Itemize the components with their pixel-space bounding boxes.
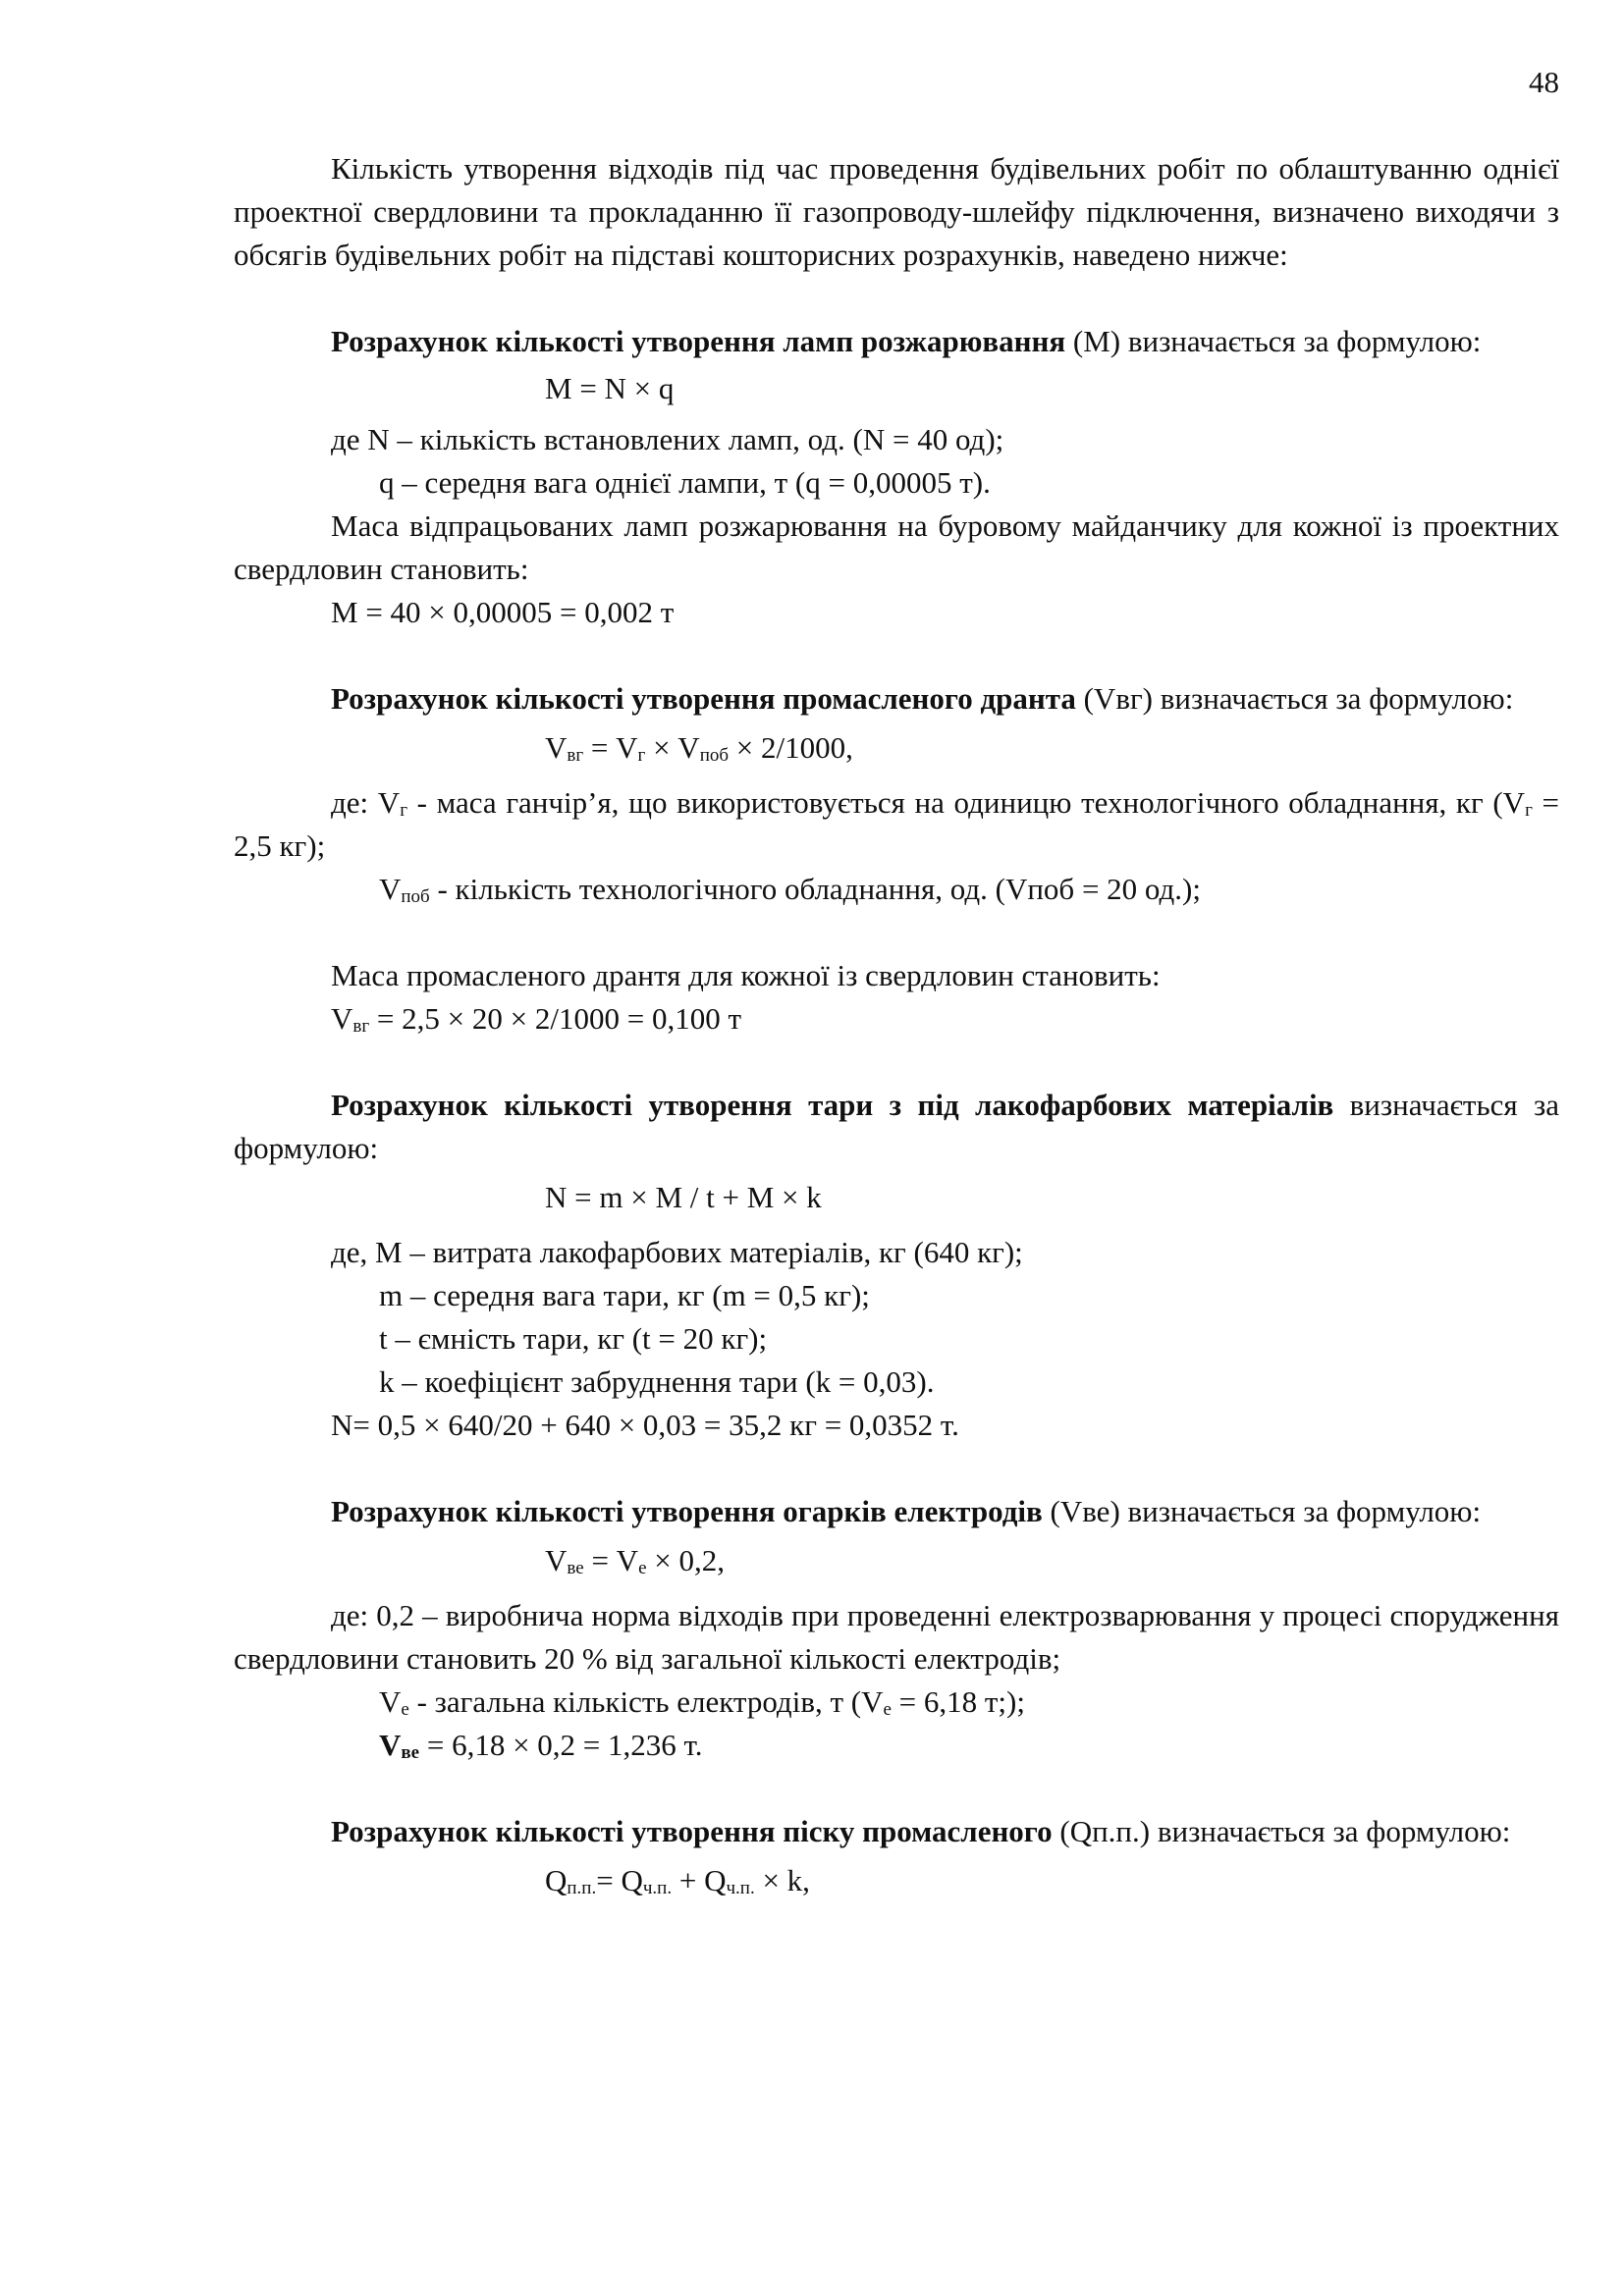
lamps-mass-text: Маса відпрацьованих ламп розжарювання на буровому майданчику для кожної із проектних свердловин становить: [234, 508, 1559, 586]
tara-def-m-total: де, М – витрата лакофарбових матеріалів, кг (640 кг); [331, 1235, 1023, 1269]
electrodes-def-norm: де: 0,2 – виробнича норма відходів при проведенні електрозварювання у процесі спорудження свердловини становить 20 % від загальної кількості електродів; [234, 1598, 1559, 1676]
electrodes-heading-paragraph [234, 1490, 1559, 1533]
lamps-heading-tail: (М) визначається за формулою: [1065, 324, 1482, 358]
tara-def-m: m – середня вага тари, кг (m = 0,5 кг); [379, 1278, 870, 1312]
rags-result: $V_{вг} = 2,5 \times 20 \times 2/1000 = 0,100$ т [331, 1001, 741, 1037]
electrodes-def-ve: $V_е$ - загальна кількість електродів, т ($V_е = 6,18$ т;); [379, 1684, 1025, 1720]
rags-mass-text: Маса промасленого дрантя для кожної із свердловин становить: [331, 958, 1161, 992]
tara-heading: Розрахунок кількості утворення тари з під лакофарбових матеріалів [331, 1088, 1334, 1122]
sand-heading-paragraph [234, 1810, 1559, 1853]
lamps-def-n: де N – кількість встановлених ламп, од. (N = 40 од); [331, 422, 1004, 456]
tara-result: N= 0,5 × 640/20 + 640 × 0,03 = 35,2 кг = 0,0352 т. [331, 1408, 959, 1442]
lamps-def-q: q – середня вага однієї лампи, т (q = 0,00005 т). [379, 465, 991, 500]
rags-def-vg: де: $V_г$ - маса ганчір’я, що використовується на одиницю технологічного обладнання, кг ($V_г = 2,5$ кг); [234, 785, 1559, 863]
document-body [234, 147, 1559, 1914]
intro-paragraph: Кількість утворення відходів під час проведення будівельних робіт по облаштуванню однієї проектної свердловини та прокладанню її газопроводу-шлейфу підключення, визначено виходячи з обсягів будівельних робіт на підставі кошторисних розрахунків, наведено нижче: [234, 151, 1559, 272]
tara-def-t: t – ємність тари, кг (t = 20 кг); [379, 1321, 768, 1356]
page-number: 48 [1529, 65, 1559, 99]
rags-heading-paragraph [234, 677, 1559, 721]
sand-heading: Розрахунок кількості утворення піску промасленого [331, 1814, 1053, 1848]
rags-heading-tail: (Vвг) визначається за формулою: [1075, 681, 1514, 716]
lamps-formula: М = N × q [545, 371, 675, 405]
tara-def-k: k – коефіцієнт забруднення тари (k = 0,03). [379, 1364, 935, 1399]
electrodes-heading: Розрахунок кількості утворення огарків електродів [331, 1494, 1043, 1528]
electrodes-heading-tail: (Vве) визначається за формулою: [1042, 1494, 1482, 1528]
tara-heading-tail: визначається за формулою: [234, 1088, 1559, 1165]
sand-formula: $Q_{п.п.}= Q_{ч.п.} + Q_{ч.п.} \times k$, [545, 1863, 810, 1898]
lamps-heading: Розрахунок кількості утворення ламп розжарювання [331, 324, 1066, 358]
tara-formula: N = m × M / t + M × k [545, 1180, 822, 1214]
rags-def-vpob: $V_{поб}$ - кількість технологічного обладнання, од. (Vпоб = 20 од.); [379, 872, 1201, 907]
lamps-result: М = 40 × 0,00005 = 0,002 т [331, 595, 675, 629]
tara-heading-paragraph [234, 1084, 1559, 1170]
sand-heading-tail: (Qп.п.) визначається за формулою: [1052, 1814, 1511, 1848]
electrodes-result: $V_{ве} = 6,18 \times 0,2 = 1,236$ т. [379, 1728, 703, 1763]
rags-heading: Розрахунок кількості утворення промасленого дранта [331, 681, 1076, 716]
rags-formula: $V_{вг} = V_г \times V_{поб} \times 2/1000$, [545, 730, 853, 766]
lamps-heading-paragraph [234, 320, 1559, 363]
electrodes-formula: $V_{ве} = V_е \times 0,2$, [545, 1543, 725, 1578]
